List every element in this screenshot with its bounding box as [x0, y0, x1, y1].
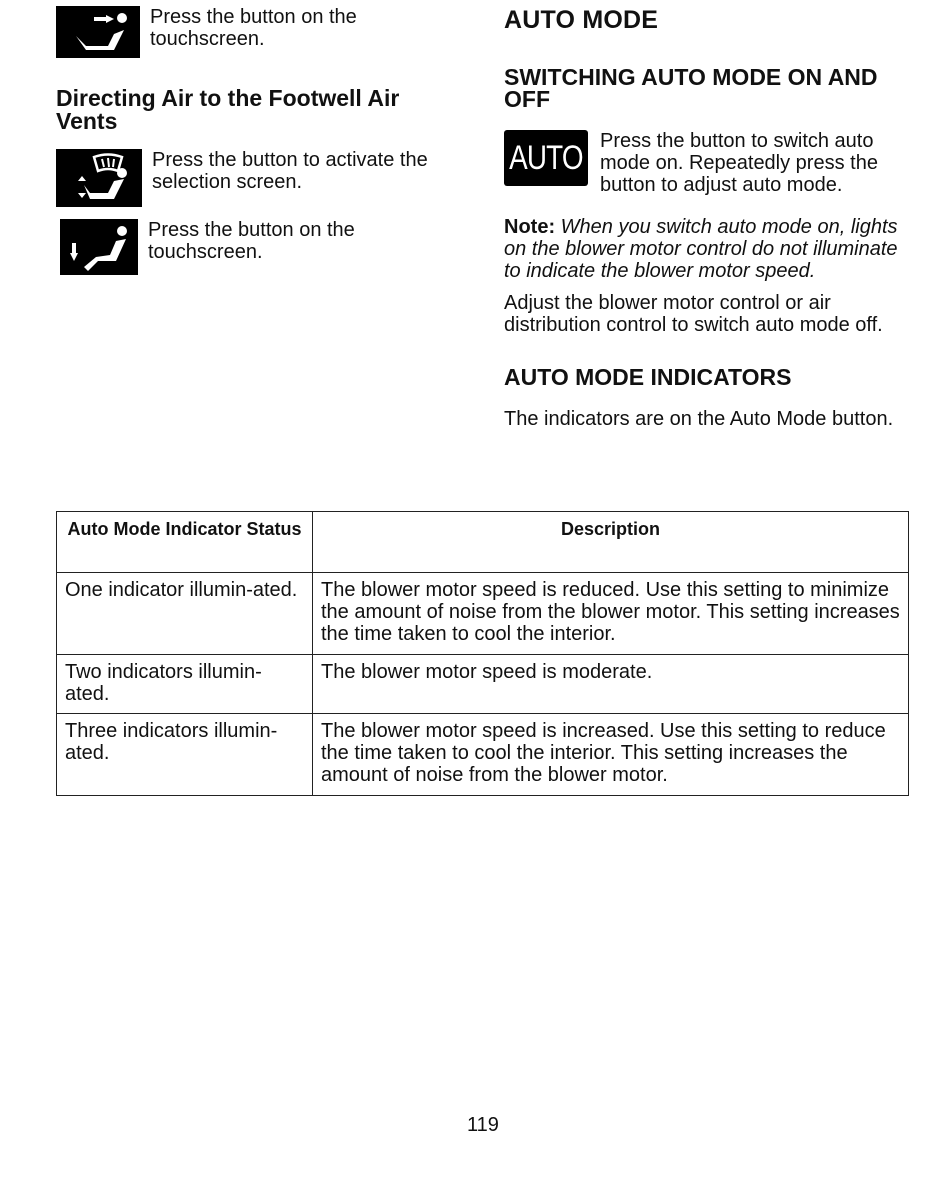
- status-cell: One indicator illumin-ated.: [57, 573, 313, 655]
- footwell-instruction: [56, 219, 466, 279]
- indicators-paragraph: The indicators are on the Auto Mode button.: [504, 408, 894, 430]
- table-row: [57, 573, 909, 655]
- auto-button-instruction: [504, 130, 912, 196]
- panel-vent-instruction: [56, 6, 466, 62]
- indicators-heading: AUTO MODE INDICATORS: [504, 364, 792, 390]
- note-label: Note:: [504, 216, 556, 238]
- description-cell: The blower motor speed is moderate.: [313, 655, 909, 714]
- footwell-text: Press the button on the touchscreen.: [148, 219, 355, 263]
- footwell-airflow-icon: [60, 219, 138, 275]
- table-row: [57, 655, 909, 714]
- header-description: Description: [313, 512, 909, 573]
- panel-vent-text: Press the button on the touchscreen.: [150, 6, 357, 50]
- auto-button-label: AUTO: [509, 138, 583, 177]
- windshield-panel-airflow-icon: [56, 6, 140, 58]
- defrost-selection-icon: [56, 149, 142, 207]
- switching-heading: SWITCHING AUTO MODE ON AND OFF: [504, 64, 878, 112]
- footwell-heading: Directing Air to the Footwell Air Vents: [56, 85, 400, 134]
- indicator-table: [56, 511, 909, 796]
- description-cell: The blower motor speed is reduced. Use this setting to minimize the amount of noise from the blower motor. This setting increases the time taken to cool the interior.: [313, 573, 909, 655]
- left-column: [56, 6, 466, 279]
- auto-mode-title: AUTO MODE: [504, 6, 659, 34]
- table-row: [57, 714, 909, 796]
- adjust-paragraph: Adjust the blower motor control or air distribution control to switch auto mode off.: [504, 292, 883, 336]
- description-cell: The blower motor speed is increased. Use this setting to reduce the time taken to cool the interior. This setting increases the amount of noise from the blower motor.: [313, 714, 909, 796]
- header-status: Auto Mode Indicator Status: [57, 512, 313, 573]
- selection-screen-text: Press the button to activate the selection screen.: [152, 149, 428, 193]
- auto-button-icon: [504, 130, 588, 186]
- auto-button-text: Press the button to switch auto mode on. Repeatedly press the button to adjust auto mode.: [600, 130, 878, 196]
- right-column: [504, 6, 912, 430]
- note-text: When you switch auto mode on, lights on the blower motor control do not illuminate to indicate the blower motor speed.: [504, 216, 898, 282]
- selection-screen-instruction: [56, 149, 466, 211]
- note-paragraph: [504, 216, 912, 282]
- page-number: 119: [467, 1114, 499, 1136]
- status-cell: Two indicators illumin-ated.: [57, 655, 313, 714]
- table-header-row: [57, 512, 909, 573]
- status-cell: Three indicators illumin-ated.: [57, 714, 313, 796]
